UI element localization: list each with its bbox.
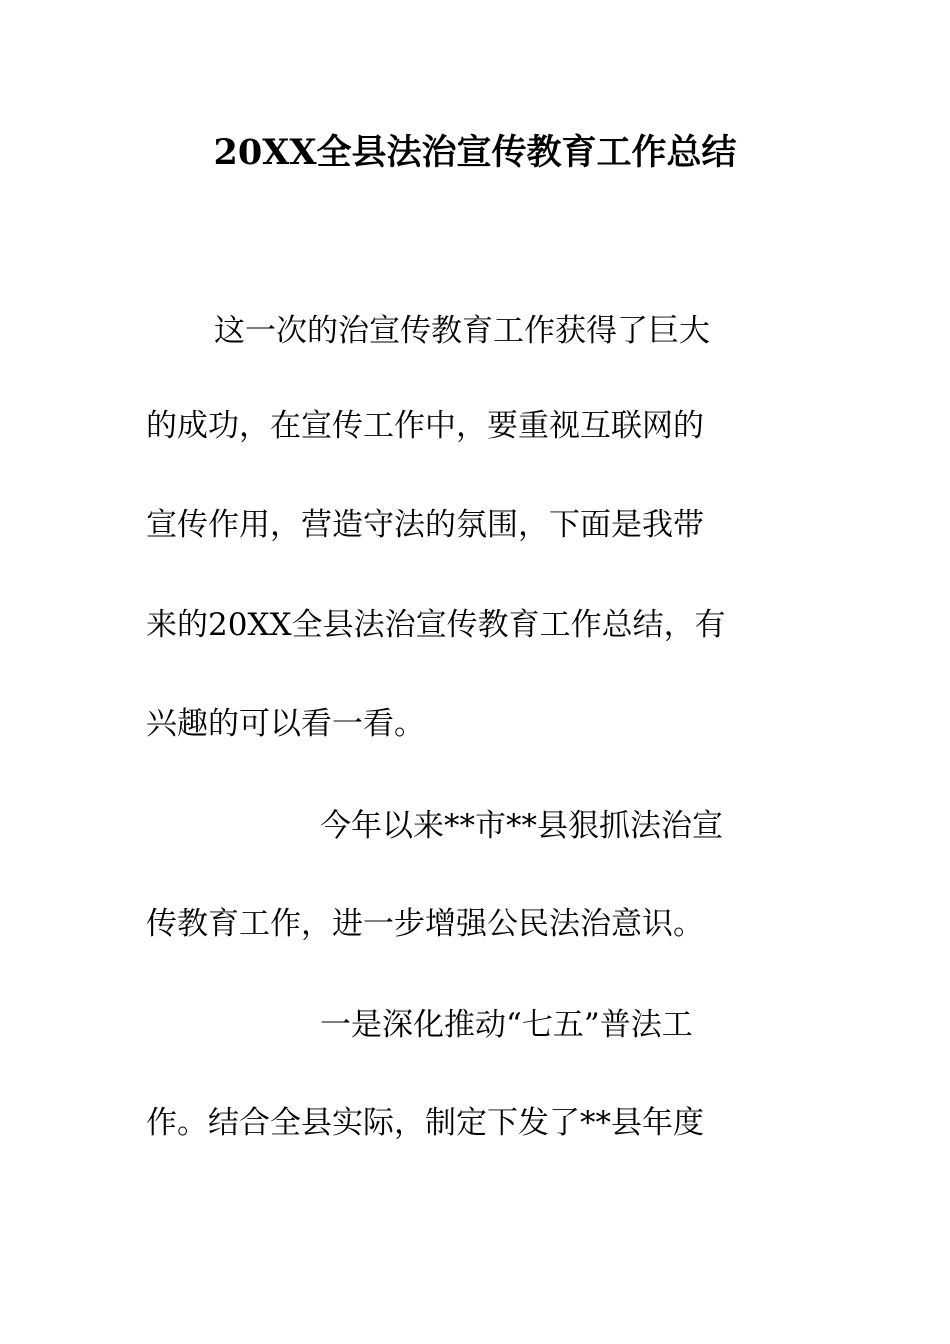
paragraph-line-9: 作。结合全县实际，制定下发了**县年度 bbox=[146, 1105, 704, 1141]
paragraph-line-2: 的成功，在宣传工作中，要重视互联网的 bbox=[146, 408, 704, 444]
paragraph-line-4: 来的20XX全县法治宣传教育工作总结，有 bbox=[146, 607, 726, 643]
paragraph-line-6: 今年以来**市**县狠抓法治宣 bbox=[320, 808, 723, 844]
paragraph-line-5: 兴趣的可以看一看。 bbox=[146, 706, 425, 742]
paragraph-line-8: 一是深化推动“七五”普法工 bbox=[320, 1007, 693, 1043]
paragraph-line-3: 宣传作用，营造守法的氛围，下面是我带 bbox=[146, 507, 704, 543]
paragraph-line-7: 传教育工作，进一步增强公民法治意识。 bbox=[146, 906, 704, 942]
document-title: 20XX全县法治宣传教育工作总结 bbox=[213, 132, 737, 173]
paragraph-line-1: 这一次的治宣传教育工作获得了巨大 bbox=[214, 313, 710, 349]
